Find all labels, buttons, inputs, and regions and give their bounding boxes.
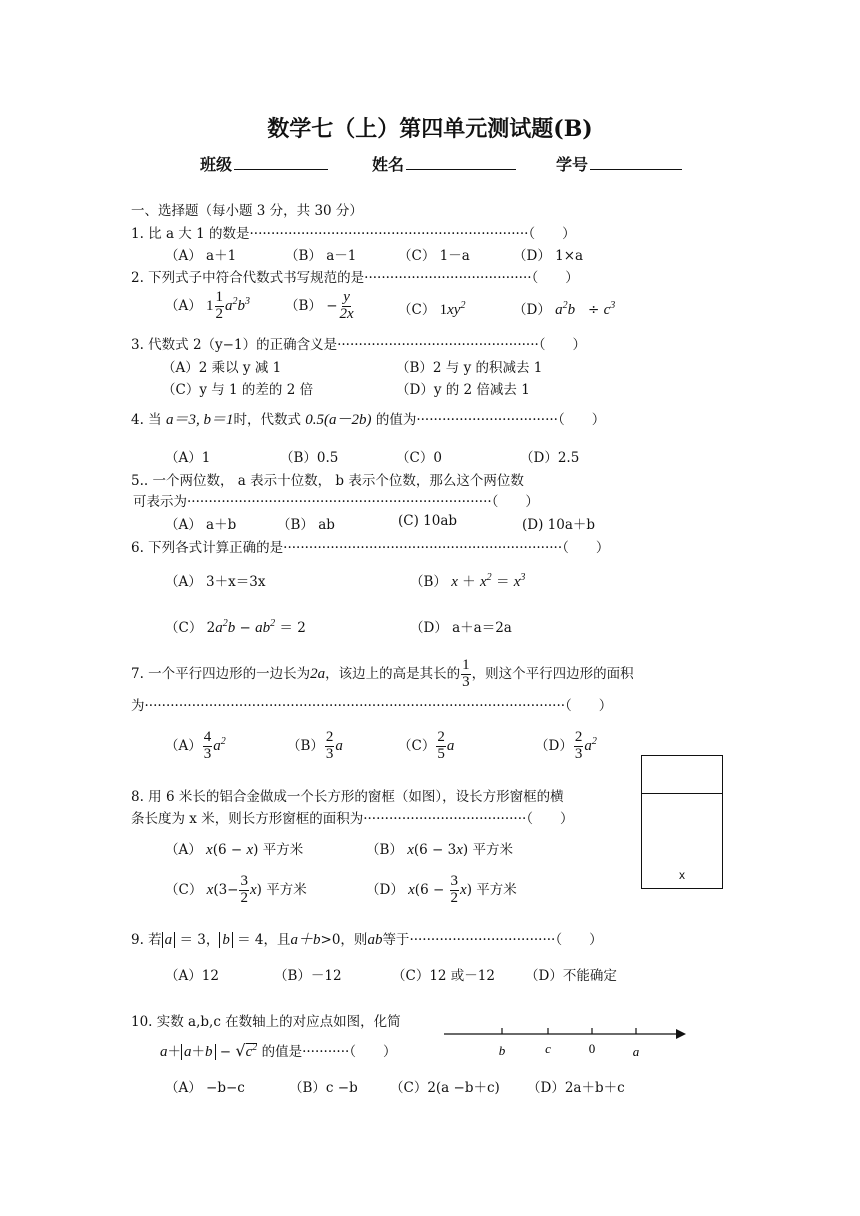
q4-option-a[interactable]: （A）1 [165, 450, 211, 466]
q3-option-b[interactable]: （B）2 与 y 的积减去 1 [396, 360, 543, 376]
axis-label-a: a [632, 1044, 640, 1059]
frame-crossbar [642, 793, 722, 794]
q8-option-b[interactable]: （B） x(6 − 3x) 平方米 [366, 842, 513, 858]
name-blank[interactable] [406, 153, 516, 170]
q3-option-c[interactable]: （C）y 与 1 的差的 2 倍 [162, 382, 314, 398]
class-field [200, 152, 328, 175]
window-frame-figure [641, 755, 723, 889]
q10-option-d[interactable]: （D）2a＋b＋c [527, 1080, 625, 1096]
q7-option-c[interactable]: （C） $\frac{2}{5}$ a [398, 729, 455, 762]
class-label: 班级 [200, 155, 233, 174]
q6-option-b[interactable]: （B） $x + x^2 = x^3$ [410, 572, 526, 590]
q9-option-b[interactable]: （B）－12 [274, 968, 342, 984]
q8-option-c[interactable]: （C） x(3− $\frac{3}{2}$ x) 平方米 [165, 873, 307, 906]
q6-option-a[interactable]: （A） 3＋x＝3x [165, 574, 266, 590]
q7-option-b[interactable]: （B） $\frac{2}{3}$ a [287, 729, 343, 762]
q2-option-b[interactable]: （B） − $\frac{y}{2x}$ [285, 289, 354, 322]
page-title: 数学七（上）第四单元测试题(B) [267, 116, 593, 142]
q6-option-c[interactable]: （C） $2a^2b - ab^2 = 2$ [165, 618, 306, 636]
q10-option-b[interactable]: （B）c −b [289, 1080, 358, 1096]
q3-option-d[interactable]: （D）y 的 2 倍减去 1 [396, 382, 530, 398]
axis-label-c: c [545, 1041, 551, 1056]
axis-label-0: 0 [588, 1041, 596, 1056]
q3-option-a[interactable]: （A）2 乘以 y 减 1 [162, 360, 282, 376]
id-label: 学号 [556, 155, 589, 174]
q1-option-b[interactable]: （B） a－1 [285, 248, 357, 264]
q2-option-d[interactable]: （D） $a^2b \div c^3$ [513, 300, 616, 318]
axis-label-b: b [498, 1043, 506, 1058]
q2-option-c[interactable]: （C） $1xy^2$ [398, 300, 466, 318]
q8-option-d[interactable]: （D） x(6 − $\frac{3}{2}$ x) 平方米 [366, 873, 517, 906]
q8-stem2: 条长度为 x 米，则长方形窗框的面积为······································（ ） [131, 811, 574, 827]
q5-option-b[interactable]: （B） ab [277, 517, 335, 533]
q6-stem: 6. 下列各式计算正确的是·································································（ ） [131, 540, 610, 556]
q10-expression: $a+ a+b - √c^2$ 的值是···········（ ） [160, 1041, 397, 1060]
q1-option-a[interactable]: （A） a＋1 [165, 248, 237, 264]
q10-stem: 10. 实数 a,b,c 在数轴上的对应点如图，化简 [131, 1014, 401, 1030]
q8-option-a[interactable]: （A） x(6 − x) 平方米 [165, 842, 304, 858]
q9-option-a[interactable]: （A）12 [165, 968, 219, 984]
name-label: 姓名 [372, 155, 405, 174]
q10-option-a[interactable]: （A） −b−c [165, 1080, 245, 1096]
q5-option-d[interactable]: (D) 10a＋b [522, 517, 596, 533]
number-line-arrow [676, 1029, 686, 1039]
q7-option-d[interactable]: （D） $\frac{2}{3}$ $a^2$ [535, 729, 597, 762]
id-blank[interactable] [590, 153, 682, 170]
q4-option-b[interactable]: （B）0.5 [280, 450, 339, 466]
q4-option-c[interactable]: （C）0 [396, 450, 442, 466]
q2-stem: 2. 下列式子中符合代数式书写规范的是·······································（ ） [131, 270, 579, 286]
section-heading: 一、选择题（每小题 3 分，共 30 分） [131, 203, 363, 219]
q7-stem: 7. 一个平行四边形的一边长为2a，该边上的高是其长的 $\frac{1}{3}$ ，则这个平行四边形的面积 [131, 657, 634, 690]
q1-stem: 1. 比 a 大 1 的数是·································································（ ） [131, 226, 576, 242]
q7-stem2: 为··································································································（ ） [131, 698, 613, 714]
q9-option-c[interactable]: （C）12 或－12 [392, 968, 495, 984]
q1-option-c[interactable]: （C） 1－a [398, 248, 470, 264]
q5-stem2: 可表示为·······································································（ ） [133, 494, 539, 510]
q1-option-d[interactable]: （D） 1×a [513, 248, 584, 264]
class-blank[interactable] [234, 153, 328, 170]
q7-option-a[interactable]: （A） $\frac{4}{3}$ $a^2$ [165, 729, 226, 762]
q9-option-d[interactable]: （D）不能确定 [525, 968, 617, 984]
q2-option-a[interactable]: （A） 1 $\frac{1}{2}$ $a^2b^3$ [165, 289, 251, 322]
q9-stem: 9. 若 a ＝ 3， b ＝ 4，且a＋b>0，则ab等于··································（ ） [131, 932, 603, 948]
q8-stem: 8. 用 6 米长的铝合金做成一个长方形的窗框（如图），设长方形窗框的横 [131, 789, 564, 805]
q5-option-c[interactable]: (C) 10ab [398, 513, 458, 529]
q3-stem: 3. 代数式 2（y−1）的正确含义是···············································（ ） [131, 337, 587, 353]
name-field [372, 152, 516, 175]
frame-x-label: x [679, 868, 685, 882]
q4-option-d[interactable]: （D）2.5 [520, 450, 580, 466]
q5-option-a[interactable]: （A） a＋b [165, 517, 237, 533]
number-line-figure [440, 1022, 690, 1064]
q5-stem: 5.. 一个两位数， a 表示十位数， b 表示个位数，那么这个两位数 [131, 473, 524, 489]
id-field [556, 152, 682, 175]
q4-stem: 4. 当 a＝3, b＝1时，代数式 0.5(a－2b) 的值为·································（ ） [131, 412, 606, 428]
q10-option-c[interactable]: （C）2(a −b＋c) [390, 1080, 500, 1096]
q6-option-d[interactable]: （D） a＋a＝2a [410, 620, 512, 636]
